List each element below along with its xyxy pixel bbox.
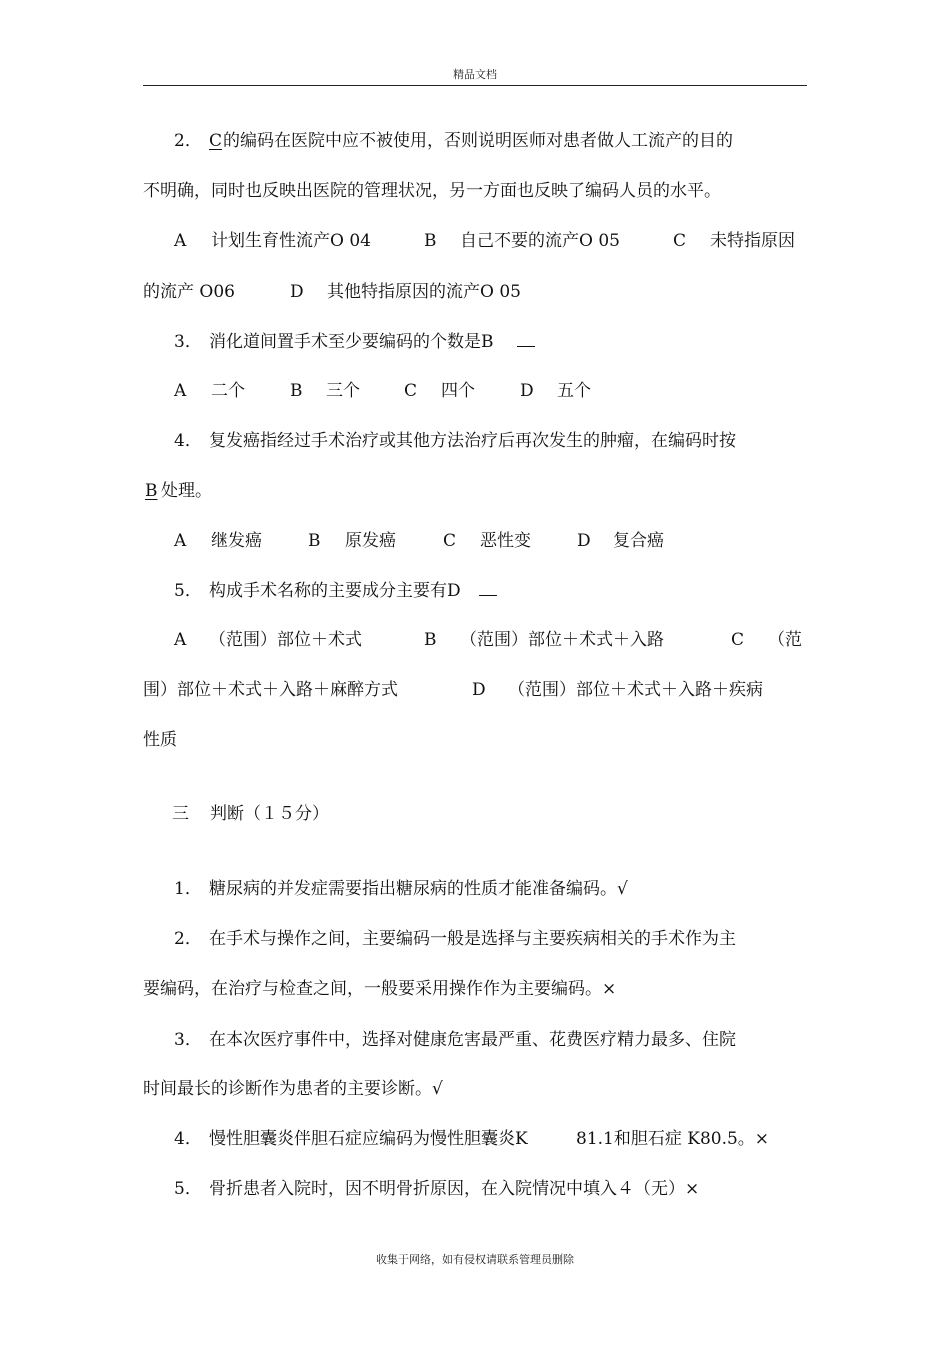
q5-option-c-text-cont: 围）部位＋术式＋入路＋麻醉方式 (143, 680, 398, 700)
judgment-2-text-1: 在手术与操作之间，主要编码一般是选择与主要疾病相关的手术作为主 (209, 929, 736, 949)
q3-answer-blank (517, 330, 535, 347)
q2-answer: C (209, 131, 223, 151)
q4-option-c-text: 恶性变 (480, 531, 531, 551)
judgment-3-text-1: 在本次医疗事件中，选择对健康危害最严重、花费医疗精力最多、住院 (209, 1030, 736, 1050)
q4-number: 4． (174, 431, 202, 451)
judgment-4-number: 4． (174, 1129, 202, 1149)
section-3-number: 三 (172, 804, 189, 824)
q3-option-d-letter: D (520, 381, 534, 401)
section-3-heading (0, 802, 950, 826)
q3-option-a-text: 二个 (211, 381, 245, 401)
q4-option-b-text: 原发癌 (345, 531, 396, 551)
judgment-1-text: 糖尿病的并发症需要指出糖尿病的性质才能准备编码。√ (209, 879, 628, 899)
q5-option-b-text: （范围）部位＋术式＋入路 (460, 630, 664, 650)
q2-option-d-text: 其他特指原因的流产O 05 (327, 282, 521, 302)
q3-line (0, 330, 950, 354)
judgment-4 (0, 1127, 950, 1151)
judgment-2-line-1 (0, 927, 950, 951)
q4-option-d-letter: D (577, 531, 591, 551)
judgment-4-text-1: 慢性胆囊炎伴胆石症应编码为慢性胆囊炎K (209, 1129, 528, 1149)
q3-option-c-text: 四个 (441, 381, 475, 401)
judgment-3-text-2: 时间最长的诊断作为患者的主要诊断。√ (143, 1079, 443, 1099)
judgment-2-text-2: 要编码，在治疗与检查之间，一般要采用操作作为主要编码。× (143, 979, 617, 999)
judgment-5-text: 骨折患者入院时，因不明骨折原因，在入院情况中填入４（无）× (209, 1179, 700, 1199)
q4-text-2: 处理。 (161, 481, 212, 501)
q5-number: 5． (174, 581, 202, 601)
judgment-4-text-2: 81.1和胆石症 K80.5。× (576, 1129, 770, 1149)
q4-line-1 (0, 429, 950, 453)
q4-option-a-text: 继发癌 (211, 531, 262, 551)
q2-option-a-letter: A (174, 231, 187, 251)
q2-line-1 (0, 129, 950, 153)
q2-option-b-text: 自己不要的流产O 05 (460, 231, 620, 251)
q5-option-c-letter: C (731, 630, 745, 650)
q5-option-b-letter: B (424, 630, 437, 650)
q2-text-2: 不明确，同时也反映出医院的管理状况，另一方面也反映了编码人员的水平。 (143, 181, 721, 201)
q5-option-d-text: （范围）部位＋术式＋入路＋疾病 (508, 680, 763, 700)
q4-answer: B (145, 481, 158, 501)
q3-option-c-letter: C (404, 381, 418, 401)
q5-option-a-letter: A (174, 630, 187, 650)
q2-option-c-text-cont: 的流产 O06 (143, 282, 235, 302)
q2-options-line-1 (0, 229, 950, 253)
q2-option-b-letter: B (424, 231, 437, 251)
q4-option-d-text: 复合癌 (613, 531, 664, 551)
q5-line (0, 579, 950, 603)
judgment-3-number: 3． (174, 1030, 202, 1050)
q2-line-2 (0, 179, 950, 203)
judgment-3-line-2 (0, 1077, 950, 1101)
q2-option-c-letter: C (673, 231, 687, 251)
q2-options-line-2 (0, 280, 950, 304)
judgment-3-line-1 (0, 1028, 950, 1052)
q4-option-b-letter: B (308, 531, 321, 551)
q5-answer-blank (479, 579, 497, 596)
q4-options-line (0, 529, 950, 553)
q4-text-1: 复发癌指经过手术治疗或其他方法治疗后再次发生的肿瘤，在编码时按 (209, 431, 736, 451)
q4-option-c-letter: C (443, 531, 457, 551)
judgment-5 (0, 1177, 950, 1201)
section-3-title: 判断（１５分） (210, 804, 329, 824)
q3-text: 消化道间置手术至少要编码的个数是B (209, 332, 494, 352)
judgment-1 (0, 877, 950, 901)
q3-option-b-letter: B (290, 381, 303, 401)
q5-options-line-2 (0, 678, 950, 702)
q3-option-b-text: 三个 (326, 381, 360, 401)
q3-options-line (0, 379, 950, 403)
q2-option-c-text: 未特指原因 (710, 231, 795, 251)
q3-number: 3． (174, 332, 202, 352)
page-footer: 收集于网络，如有侵权请联系管理员删除 (376, 1253, 574, 1266)
q5-options-line-1 (0, 628, 950, 652)
q3-option-a-letter: A (174, 381, 187, 401)
q3-option-d-text: 五个 (557, 381, 591, 401)
judgment-2-number: 2． (174, 929, 202, 949)
q2-option-a-text: 计划生育性流产O 04 (211, 231, 371, 251)
q5-option-d-letter: D (472, 680, 486, 700)
q5-option-c-text: （范 (768, 630, 802, 650)
judgment-1-number: 1． (174, 879, 202, 899)
q5-option-d-text-cont: 性质 (143, 730, 177, 750)
q2-option-d-letter: D (290, 282, 304, 302)
q2-text-1: 的编码在医院中应不被使用，否则说明医师对患者做人工流产的目的 (223, 131, 733, 151)
q4-option-a-letter: A (174, 531, 187, 551)
q5-options-line-3 (0, 728, 950, 752)
judgment-5-number: 5． (174, 1179, 202, 1199)
judgment-2-line-2 (0, 977, 950, 1001)
q5-text: 构成手术名称的主要成分主要有D (209, 581, 461, 601)
q2-number: 2． (174, 131, 202, 151)
header-divider (143, 85, 807, 86)
q5-option-a-text: （范围）部位＋术式 (209, 630, 362, 650)
page-header: 精品文档 (453, 68, 497, 81)
q4-line-2 (0, 479, 950, 503)
